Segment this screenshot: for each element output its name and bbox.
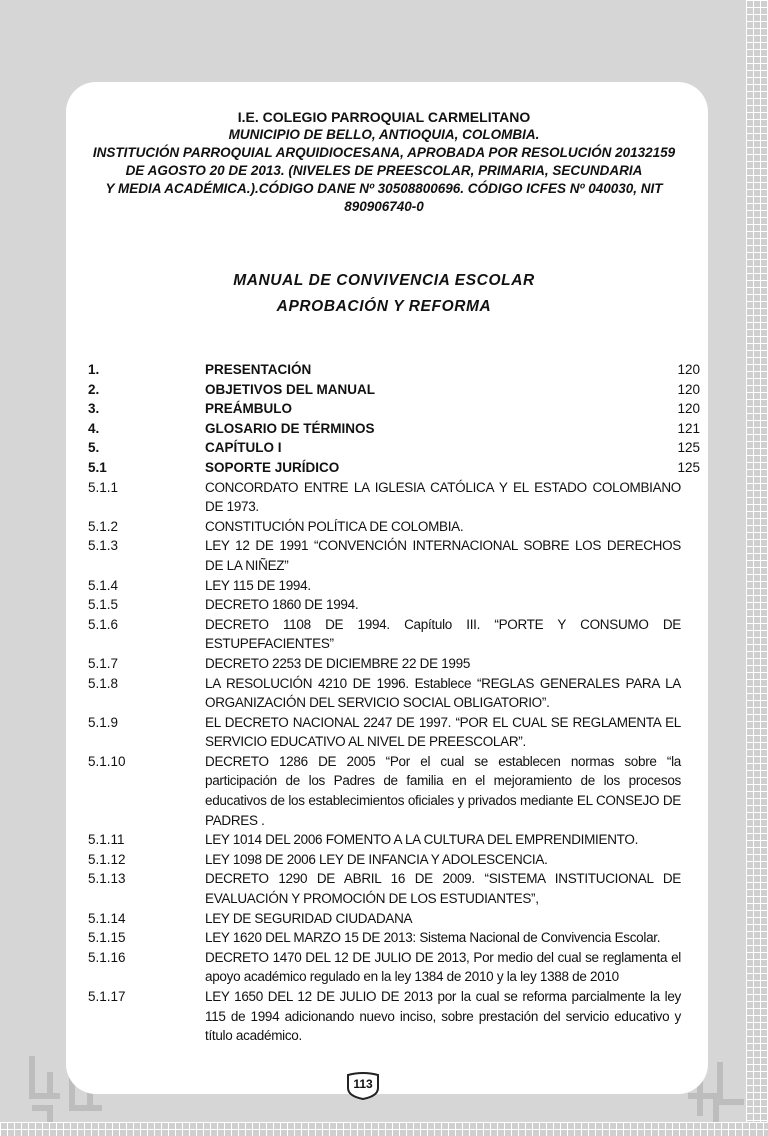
- grid-pattern-bottom: [0, 1122, 768, 1136]
- toc-number: 5.1: [88, 459, 107, 475]
- title-line-1: MANUAL DE CONVIVENCIA ESCOLAR: [233, 272, 535, 289]
- toc-row: [88, 536, 702, 575]
- toc-number: 1.: [88, 362, 100, 377]
- table-of-contents: [88, 360, 702, 1046]
- toc-number: 3.: [88, 401, 100, 417]
- toc-row: [88, 909, 702, 929]
- toc-row: [88, 360, 702, 380]
- toc-number: 5.1.2: [88, 518, 119, 534]
- toc-text: CONSTITUCIÓN POLÍTICA DE COLOMBIA.: [205, 518, 464, 534]
- toc-row: [88, 517, 702, 537]
- toc-number: 4.: [88, 420, 100, 436]
- toc-text: PREÁMBULO: [205, 401, 292, 417]
- toc-text: DECRETO 1108 DE 1994. Capítulo III. “PORTE Y CONSUMO DE ESTUPEFACIENTES”: [205, 616, 681, 652]
- title-line-2: APROBACIÓN Y REFORMA: [276, 298, 492, 315]
- toc-number: 5.1.9: [88, 714, 119, 730]
- toc-row: [88, 713, 702, 752]
- header-line-4: DE AGOSTO 20 DE 2013. (NIVELES DE PREESCOLAR, PRIMARIA, SECUNDARIA: [125, 163, 643, 178]
- toc-page: 125: [677, 440, 700, 456]
- toc-number: 5.1.17: [88, 989, 126, 1004]
- header-line-6: 890906740-0: [344, 199, 424, 214]
- toc-number: 5.1.14: [88, 910, 126, 926]
- header-line-5: Y MEDIA ACADÉMICA.).CÓDIGO DANE Nº 30508800696. CÓDIGO ICFES Nº 040030, NIT: [105, 181, 663, 196]
- toc-text: LEY 1014 DEL 2006 FOMENTO A LA CULTURA DEL EMPRENDIMIENTO.: [205, 832, 639, 848]
- toc-text: LEY DE SEGURIDAD CIUDADANA: [205, 910, 413, 926]
- toc-text: PRESENTACIÓN: [205, 362, 312, 377]
- toc-row: [88, 752, 702, 830]
- toc-text: DECRETO 1286 DE 2005 “Por el cual se establecen normas sobre “la participación de los Padres de familia en el mejoramiento de los procesos educativos de los establecimientos oficiales y privados mediante EL CONSEJO DE PADRES .: [205, 753, 681, 828]
- toc-text: LEY 1620 DEL MARZO 15 DE 2013: Sistema Nacional de Convivencia Escolar.: [205, 930, 661, 946]
- toc-row: [88, 438, 702, 458]
- toc-text: CONCORDATO ENTRE LA IGLESIA CATÓLICA Y EL ESTADO COLOMBIANO DE 1973.: [205, 479, 681, 515]
- toc-number: 5.1.8: [88, 675, 119, 691]
- toc-number: 5.1.6: [88, 616, 119, 632]
- toc-number: 5.1.13: [88, 871, 126, 887]
- toc-text: DECRETO 1290 DE ABRIL 16 DE 2009. “SISTEMA INSTITUCIONAL DE EVALUACIÓN Y PROMOCIÓN DE LOS ESTUDIANTES”,: [205, 871, 681, 907]
- toc-number: 5.1.11: [88, 832, 125, 848]
- toc-number: 5.1.12: [88, 851, 126, 867]
- toc-text: EL DECRETO NACIONAL 2247 DE 1997. “POR EL CUAL SE REGLAMENTA EL SERVICIO EDUCATIVO AL NIVEL DE PREESCOLAR”.: [205, 714, 681, 750]
- toc-text: CAPÍTULO I: [205, 440, 282, 456]
- toc-row: [88, 419, 702, 439]
- toc-number: 2.: [88, 381, 100, 397]
- toc-number: 5.1.15: [88, 930, 126, 946]
- header-line-2: MUNICIPIO DE BELLO, ANTIOQUIA, COLOMBIA.: [228, 127, 540, 142]
- header-line-1: I.E. COLEGIO PARROQUIAL CARMELITANO: [237, 109, 531, 125]
- page-number: 113: [353, 1077, 373, 1091]
- toc-number: 5.1.7: [88, 655, 119, 671]
- toc-text: LA RESOLUCIÓN 4210 DE 1996. Establece “REGLAS GENERALES PARA LA ORGANIZACIÓN DEL SERVICIO SOCIAL OBLIGATORIO”.: [205, 675, 681, 711]
- toc-number: 5.: [88, 440, 100, 456]
- header-line-3: INSTITUCIÓN PARROQUIAL ARQUIDIOCESANA, APROBADA POR RESOLUCIÓN 20132159: [92, 145, 676, 160]
- toc-row: [88, 576, 702, 596]
- institution-header: [70, 108, 698, 216]
- page-number-badge: [344, 1072, 382, 1100]
- toc-number: 5.1.10: [88, 753, 126, 769]
- grid-pattern-right: [746, 0, 768, 1136]
- toc-page: 120: [677, 401, 700, 417]
- toc-text: DECRETO 1860 DE 1994.: [205, 597, 359, 613]
- toc-row: [88, 399, 702, 419]
- toc-row: [88, 674, 702, 713]
- toc-row: [88, 850, 702, 870]
- toc-text: GLOSARIO DE TÉRMINOS: [205, 420, 375, 436]
- toc-row: [88, 478, 702, 517]
- toc-text: SOPORTE JURÍDICO: [205, 459, 340, 475]
- toc-row: [88, 458, 702, 478]
- toc-row: [88, 615, 702, 654]
- toc-number: 5.1.16: [88, 949, 126, 965]
- toc-text: LEY 115 DE 1994.: [205, 577, 311, 593]
- toc-page: 120: [677, 362, 700, 377]
- toc-page: 121: [677, 420, 700, 436]
- toc-number: 5.1.3: [88, 538, 119, 554]
- toc-row: [88, 869, 702, 908]
- toc-text: LEY 12 DE 1991 “CONVENCIÓN INTERNACIONAL SOBRE LOS DERECHOS DE LA NIÑEZ”: [205, 538, 681, 573]
- toc-row: [88, 987, 702, 1046]
- document-title: [70, 268, 698, 320]
- toc-text: LEY 1098 DE 2006 LEY DE INFANCIA Y ADOLESCENCIA.: [205, 851, 548, 867]
- toc-row: [88, 654, 702, 674]
- toc-number: 5.1.4: [88, 577, 119, 593]
- toc-row: [88, 948, 702, 987]
- toc-row: [88, 595, 702, 615]
- toc-row: [88, 928, 702, 948]
- toc-text: LEY 1650 DEL 12 DE JULIO DE 2013 por la cual se reforma parcialmente la ley 115 de 1994 adicionando nuevo inciso, sobre prestación del servicio educativo y título académico.: [205, 989, 681, 1044]
- toc-page: 120: [677, 381, 700, 397]
- toc-row: [88, 380, 702, 400]
- toc-page: 125: [677, 459, 700, 475]
- toc-text: OBJETIVOS DEL MANUAL: [205, 381, 376, 397]
- toc-row: [88, 830, 702, 850]
- toc-number: 5.1.5: [88, 597, 119, 613]
- toc-text: DECRETO 1470 DEL 12 DE JULIO DE 2013, Por medio del cual se reglamenta el apoyo académico regulado en la ley 1384 de 2010 y la ley 1388 de 2010: [205, 949, 681, 985]
- toc-number: 5.1.1: [88, 479, 119, 495]
- toc-text: DECRETO 2253 DE DICIEMBRE 22 DE 1995: [205, 655, 471, 671]
